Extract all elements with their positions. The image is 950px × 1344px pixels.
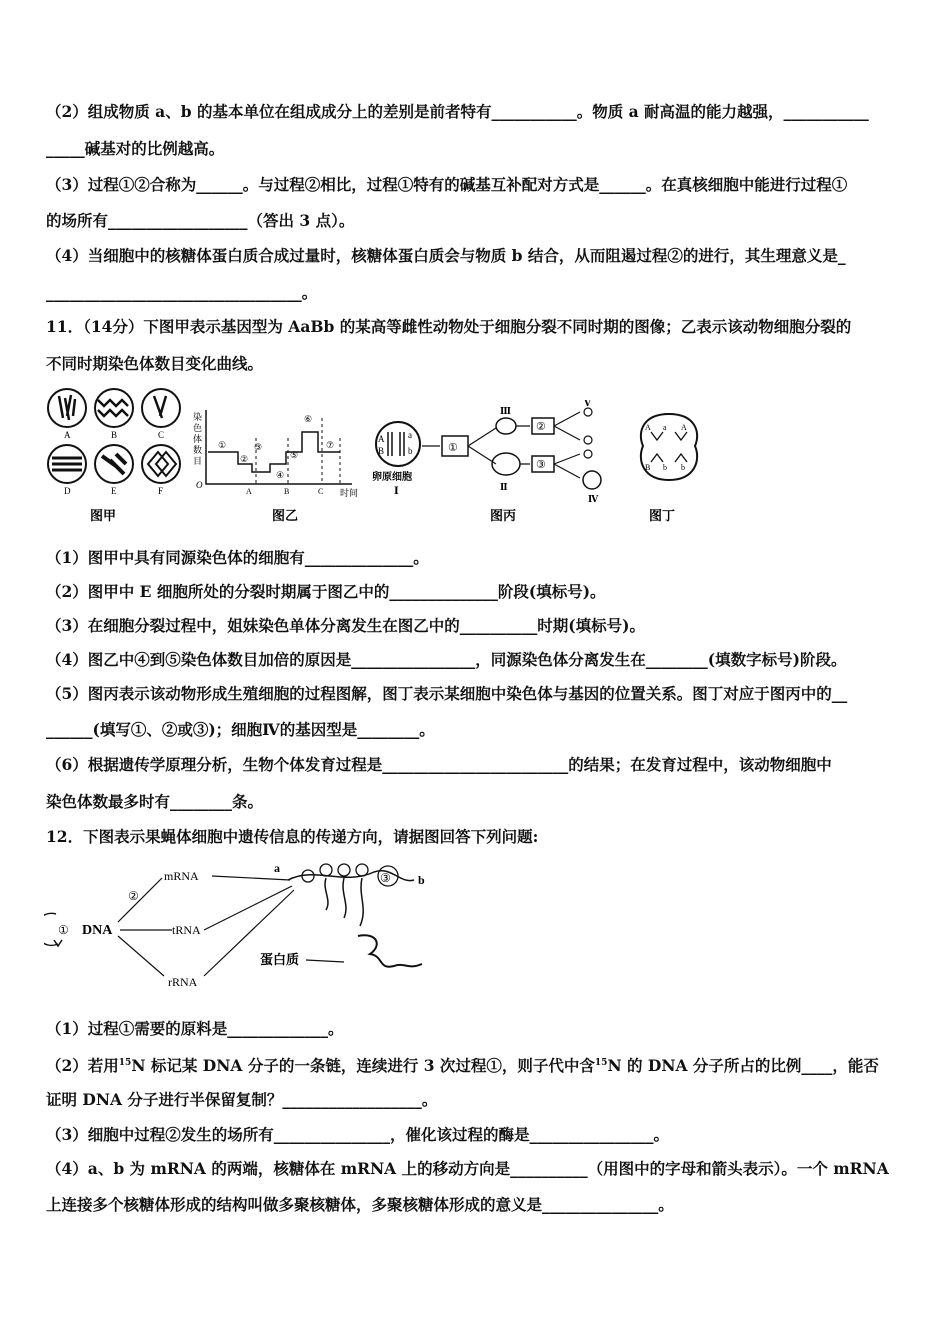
q11-stem-line2: 不同时期染色体数目变化曲线。 xyxy=(46,354,264,373)
polar-body-2 xyxy=(584,436,592,444)
stage-1: ① xyxy=(218,440,227,450)
q12-part2-post: N 的 DNA 分子所占的比例____，能否 xyxy=(607,1056,879,1076)
ylabel-char-3: 体 xyxy=(193,434,203,444)
replication-loop xyxy=(44,913,58,945)
figure-bing-caption: 图丙 xyxy=(490,508,517,523)
mrna-label: mRNA xyxy=(164,869,199,883)
protein-label: 蛋白质 xyxy=(260,952,300,967)
q12-stem: 12．下图表示果蝇体细胞中遗传信息的传递方向，请据图回答下列问题: xyxy=(46,827,539,846)
q12-part4-line1: （4）a、b 为 mRNA 的两端，核糖体在 mRNA 上的移动方向是__________（用图中的字母和箭头表示）。一个 mRNA xyxy=(46,1159,889,1178)
step-3: ③ xyxy=(536,459,546,471)
gene-A: A xyxy=(378,434,385,444)
q11-stem-line1: 11．（14分）下图甲表示基因型为 AaBb 的某高等雌性动物处于细胞分裂不同时期的图像；乙表示该动物细胞分裂的 xyxy=(46,317,852,336)
rrna-label: rRNA xyxy=(168,975,198,989)
ylabel-char-2: 色 xyxy=(193,423,203,433)
oogonium-label: 卵原细胞 xyxy=(372,472,412,483)
q12-part1: （1）过程①需要的原料是_____________。 xyxy=(46,1019,344,1038)
isotope-mass-2: 15 xyxy=(594,1058,608,1068)
q11-part6-line1: （6）根据遗传学原理分析，生物个体发育过程是________________________的结果；在发育过程中，该动物细胞中 xyxy=(46,755,832,774)
q10-part2-line1: （2）组成物质 a、b 的基本单位在组成成分上的差别是前者特有___________。物质 a 耐高温的能力越强，___________ xyxy=(46,102,869,121)
q10-part3-line1: （3）过程①②合称为______。与过程②相比，过程①特有的碱基互补配对方式是______。在真核细胞中能进行过程① xyxy=(46,175,848,194)
cell-I-label: Ⅰ xyxy=(394,486,399,497)
cell-B xyxy=(95,389,133,427)
q10-part4-line2: _________________________________。 xyxy=(46,283,318,302)
gene-B: B xyxy=(378,446,385,456)
cell-label-D: D xyxy=(64,486,71,496)
xlabel: 时间 xyxy=(340,488,359,498)
q11-part4: （4）图乙中④到⑤染色体数目加倍的原因是________________，同源染色体分离发生在________(填数字标号)阶段。 xyxy=(46,650,847,669)
mrna-end-b: b xyxy=(418,873,425,887)
ding-gene-5: b xyxy=(663,463,667,472)
cell-II xyxy=(492,453,520,475)
q11-part3: （3）在细胞分裂过程中，姐妹染色单体分离发生在图乙中的__________时期(填标号)。 xyxy=(46,616,645,635)
cell-label-A: A xyxy=(64,430,71,440)
figure-yi-caption: 图乙 xyxy=(272,508,299,523)
q12-part2-mid: N 标记某 DNA 分子的一条链，连续进行 3 次过程①，则子代中含 xyxy=(131,1056,595,1076)
step-1: ① xyxy=(448,442,458,454)
origin-label: O xyxy=(196,480,203,490)
figure-jia xyxy=(44,386,184,526)
cell-D xyxy=(48,445,86,483)
cell-label-C: C xyxy=(158,430,165,440)
figure-yi xyxy=(190,408,370,528)
transcription-arrows xyxy=(118,878,172,976)
egg-cell-IV xyxy=(583,471,601,489)
figure-gene-expression xyxy=(44,856,434,996)
step1-label: ① xyxy=(58,923,69,937)
ylabel-char-1: 染 xyxy=(193,412,203,422)
cell-E xyxy=(95,445,133,483)
ribosomes xyxy=(302,864,368,882)
ding-gene-2: a xyxy=(663,423,667,432)
stage-2: ② xyxy=(240,454,249,464)
q12-part2-pre: （2）若用 xyxy=(46,1056,119,1076)
ylabel-char-4: 数 xyxy=(193,445,203,455)
arrows-to-gametes xyxy=(554,412,580,478)
cell-IV-label: Ⅳ xyxy=(588,494,599,504)
figure-ding-caption: 图丁 xyxy=(649,508,676,523)
q10-part3-line2: 的场所有__________________（答出 3 点）。 xyxy=(46,211,355,230)
figure-jia-caption: 图甲 xyxy=(90,508,117,523)
step2-label: ② xyxy=(128,889,139,903)
polar-body-V xyxy=(584,408,592,416)
mrna-end-a: a xyxy=(274,861,280,875)
q11-part6-line2: 染色体数最多时有________条。 xyxy=(46,792,264,811)
oogonium-chromosomes xyxy=(388,432,404,456)
step-2: ② xyxy=(536,421,546,433)
stage-3: ③ xyxy=(254,442,263,452)
ding-gene-6: b xyxy=(681,463,685,472)
cell-label-F: F xyxy=(158,486,164,496)
trna-label: tRNA xyxy=(172,923,201,937)
cell-III-label: Ⅲ xyxy=(500,406,511,416)
tick-B: B xyxy=(284,487,290,496)
q11-part1: （1）图甲中具有同源染色体的细胞有______________。 xyxy=(46,548,429,567)
arrows-to-II-III xyxy=(468,428,496,464)
q12-part2-line1 xyxy=(46,1052,908,1077)
q11-part5-line2: ______(填写①、②或③)；细胞Ⅳ的基因型是________。 xyxy=(46,720,435,739)
stage-7: ⑦ xyxy=(326,440,335,450)
ding-gene-3: A xyxy=(681,423,687,432)
polar-body-3 xyxy=(584,450,592,458)
ding-gene-4: B xyxy=(645,463,651,472)
protein-chain xyxy=(358,935,422,966)
ding-gene-1: A xyxy=(645,423,651,432)
ylabel-char-5: 目 xyxy=(193,456,203,466)
stage-6: ⑥ xyxy=(304,414,313,424)
q11-part2: （2）图甲中 E 细胞所处的分裂时期属于图乙中的______________阶段(填标号)。 xyxy=(46,582,606,601)
step3-label: ③ xyxy=(380,871,391,885)
mrna-strand xyxy=(288,871,414,881)
cell-label-E: E xyxy=(111,486,117,496)
cell-C xyxy=(142,389,180,427)
gene-b: b xyxy=(408,446,413,456)
cell-F xyxy=(142,445,180,483)
stage-5: ⑤ xyxy=(290,450,299,460)
figure-bing xyxy=(370,400,620,528)
tick-A: A xyxy=(246,487,252,496)
q12-part3: （3）细胞中过程②发生的场所有_______________，催化该过程的酶是________________。 xyxy=(46,1125,670,1144)
gene-a: a xyxy=(408,430,412,440)
q10-part4-line1: （4）当细胞中的核糖体蛋白质合成过量时，核糖体蛋白质会与物质 b 结合，从而阻遏过程②的进行，其生理意义是_ xyxy=(46,246,846,265)
cell-III xyxy=(496,418,516,434)
dna-label: DNA xyxy=(82,923,113,938)
chromosome-curve xyxy=(208,432,340,472)
q12-part4-line2: 上连接多个核糖体形成的结构叫做多聚核糖体，多聚核糖体形成的意义是_______________。 xyxy=(46,1195,674,1214)
stage-4: ④ xyxy=(276,470,285,480)
cell-V-label: Ⅴ xyxy=(584,400,591,408)
cell-A xyxy=(48,389,86,427)
isotope-mass-1: 15 xyxy=(118,1058,132,1068)
cell-label-B: B xyxy=(111,430,118,440)
q12-part2-line2: 证明 DNA 分子进行半保留复制？__________________。 xyxy=(46,1090,438,1109)
figure-ding xyxy=(635,412,705,528)
cell-II-label: Ⅱ xyxy=(500,482,508,492)
tick-C: C xyxy=(318,487,324,496)
oogonium-cell xyxy=(376,422,420,466)
nascent-peptides xyxy=(325,878,363,926)
q10-part2-line2: _____碱基对的比例越高。 xyxy=(46,139,225,158)
q11-part5-line1: （5）图丙表示该动物形成生殖细胞的过程图解，图丁表示某细胞中染色体与基因的位置关系。图丁对应于图丙中的__ xyxy=(46,684,848,703)
ding-chromosomes xyxy=(651,432,687,462)
